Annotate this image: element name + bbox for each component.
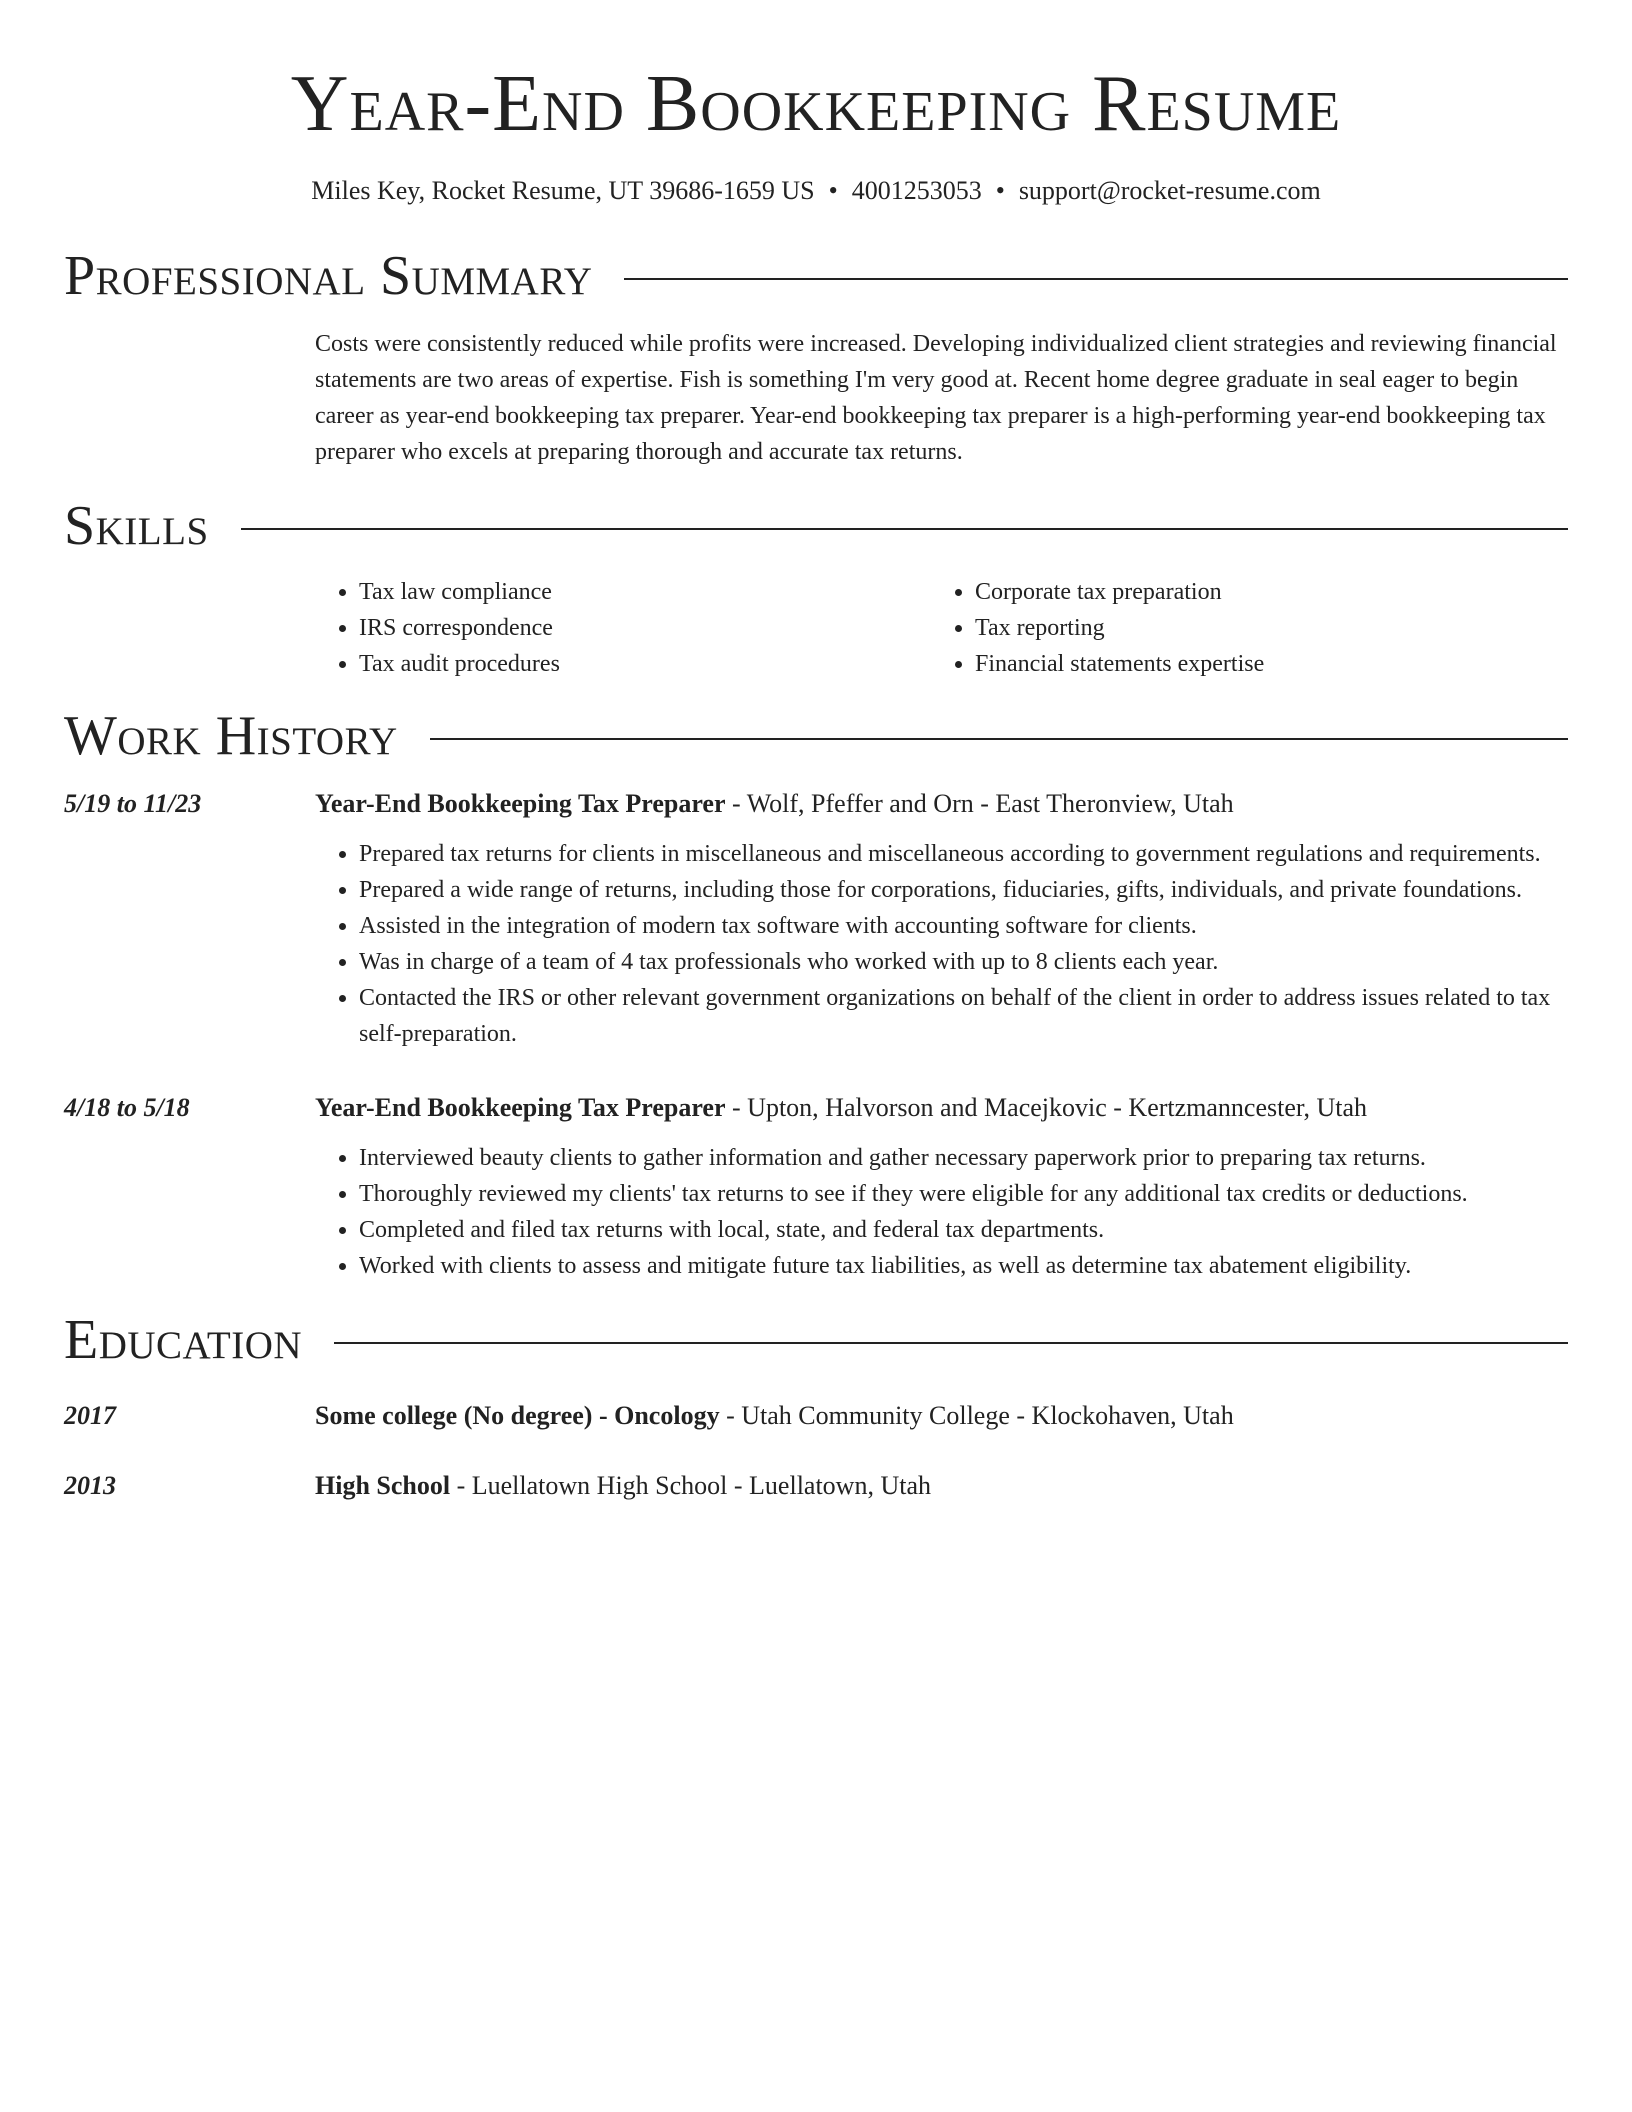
skills-column-right	[931, 574, 1547, 682]
work-body	[315, 786, 1568, 1052]
work-body	[315, 1090, 1568, 1284]
work-heading	[315, 1090, 1568, 1126]
work-heading	[315, 786, 1568, 822]
contact-separator: •	[828, 176, 838, 205]
section-title-skills: Skills	[64, 495, 209, 557]
contact-email: support@rocket-resume.com	[1018, 176, 1321, 205]
contact-separator: •	[995, 176, 1005, 205]
section-rule	[624, 278, 1568, 280]
work-dates: 5/19 to 11/23	[64, 789, 202, 818]
education-year: 2017	[64, 1401, 116, 1430]
contact-line	[64, 174, 1568, 208]
section-rule	[334, 1342, 1568, 1344]
work-bullet: • Thoroughly reviewed my clients' tax returns to see if they were eligible for any additional tax credits or deductions.	[359, 1176, 1568, 1212]
work-bullets	[315, 1140, 1568, 1284]
work-bullet: • Worked with clients to assess and mitigate future tax liabilities, as well as determine tax abatement eligibility.	[359, 1248, 1568, 1284]
section-header-work	[64, 706, 1568, 766]
work-entry	[64, 786, 1568, 1052]
work-dates: 4/18 to 5/18	[64, 1093, 190, 1122]
education-body	[315, 1468, 1568, 1504]
section-title-summary: Professional Summary	[64, 245, 593, 307]
skill-item: • IRS correspondence	[359, 610, 931, 646]
education-degree: Some college (No degree) - Oncology	[315, 1401, 720, 1430]
skills-column-left	[315, 574, 931, 682]
work-bullet: • Contacted the IRS or other relevant government organizations on behalf of the client in order to address issues related to tax self-preparation.	[359, 980, 1568, 1052]
education-details: - Luellatown High School - Luellatown, Utah	[450, 1471, 931, 1500]
skill-item: • Tax reporting	[975, 610, 1547, 646]
section-header-education	[64, 1310, 1568, 1370]
section-title-work: Work History	[64, 705, 398, 767]
job-details: - Wolf, Pfeffer and Orn - East Theronview, Utah	[725, 789, 1234, 818]
education-details: - Utah Community College - Klockohaven, Utah	[719, 1401, 1234, 1430]
resume-title: Year-End Bookkeeping Resume	[290, 60, 1342, 148]
resume-page	[64, 0, 1568, 1504]
education-entry	[64, 1468, 1568, 1504]
job-title: Year-End Bookkeeping Tax Preparer	[315, 1093, 726, 1122]
education-body	[315, 1398, 1568, 1434]
work-bullet: • Prepared tax returns for clients in miscellaneous and miscellaneous according to government regulations and requirements.	[359, 836, 1568, 872]
education-degree: High School	[315, 1471, 451, 1500]
work-bullet: • Assisted in the integration of modern tax software with accounting software for clients.	[359, 908, 1568, 944]
work-bullet: • Completed and filed tax returns with local, state, and federal tax departments.	[359, 1212, 1568, 1248]
job-title: Year-End Bookkeeping Tax Preparer	[315, 789, 726, 818]
work-bullet: • Interviewed beauty clients to gather information and gather necessary paperwork prior to preparing tax returns.	[359, 1140, 1568, 1176]
education-heading	[315, 1398, 1568, 1434]
skill-item: • Financial statements expertise	[975, 646, 1547, 682]
work-bullet: • Prepared a wide range of returns, including those for corporations, fiduciaries, gifts, individuals, and private foundations.	[359, 872, 1568, 908]
skills-list	[315, 574, 1568, 682]
section-header-summary	[64, 246, 1568, 306]
section-title-education: Education	[64, 1309, 303, 1371]
contact-phone: 4001253053	[851, 176, 982, 205]
work-bullets	[315, 836, 1568, 1052]
section-rule	[430, 738, 1568, 740]
section-rule	[241, 528, 1568, 530]
contact-address: Miles Key, Rocket Resume, UT 39686-1659 US	[311, 176, 815, 205]
section-header-skills	[64, 496, 1568, 556]
skill-item: • Tax audit procedures	[359, 646, 931, 682]
work-entry	[64, 1090, 1568, 1284]
skill-item: • Tax law compliance	[359, 574, 931, 610]
summary-text: Costs were consistently reduced while profits were increased. Developing individualized client strategies and reviewing financial statements are two areas of expertise. Fish is something I'm very good at. Recent home degree graduate in seal eager to begin career as year-end bookkeeping tax preparer. Year-end bookkeeping tax preparer is a high-performing year-end bookkeeping tax preparer who excels at preparing thorough and accurate tax returns.	[315, 331, 1557, 465]
education-entry	[64, 1398, 1568, 1434]
education-year: 2013	[64, 1471, 116, 1500]
job-details: - Upton, Halvorson and Macejkovic - Kertzmanncester, Utah	[725, 1093, 1368, 1122]
work-bullet: • Was in charge of a team of 4 tax professionals who worked with up to 8 clients each year.	[359, 944, 1568, 980]
education-heading	[315, 1468, 1568, 1504]
skill-item: • Corporate tax preparation	[975, 574, 1547, 610]
